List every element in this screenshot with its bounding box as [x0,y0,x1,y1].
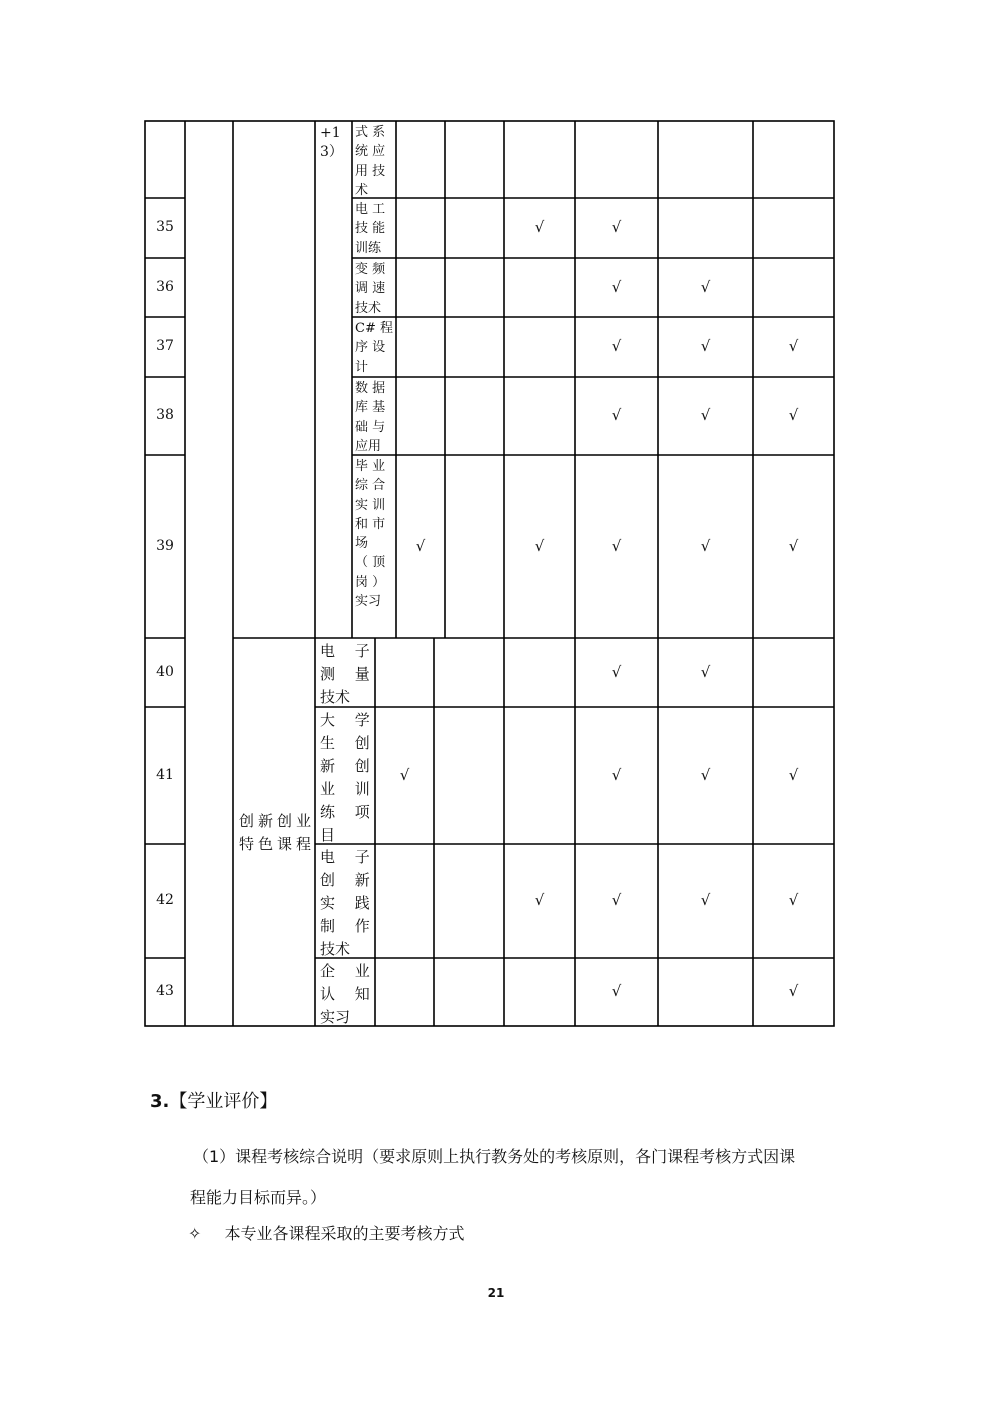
course-name [320,960,375,1029]
row-number: 41 [156,766,174,783]
course-name [320,640,375,709]
check-mark: √ [700,765,711,784]
course-name-line: （ 顶 [355,555,386,571]
course-name-line: 式 系 [355,125,386,140]
course-name-line: C# 程 [355,321,393,336]
check-mark: √ [788,536,799,555]
course-name [320,846,375,961]
course-name-line: 计 [355,359,369,375]
course-name-line: 技 能 [355,221,386,237]
course-name-line: 新 创 [320,757,370,775]
course-name-line: 电 工 [355,202,386,217]
check-mark: √ [788,891,799,909]
check-mark: √ [700,536,711,555]
check-mark: √ [534,536,545,555]
section-number: 3. [150,1091,170,1112]
check-mark: √ [534,218,545,236]
check-mark: √ [700,277,711,296]
course-name-line: 大 学 [320,711,370,729]
course-name-line: 业 训 [320,780,370,798]
diamond-bullet-icon: ✧ [188,1224,202,1243]
course-name-line: 生 创 [320,734,370,752]
check-mark: √ [700,662,711,681]
course-name-line: 实 践 [320,894,370,912]
check-mark: √ [788,765,799,784]
course-name-line: 和 市 [355,516,386,532]
course-name-line: 变 频 [355,262,386,277]
row-number: 43 [156,983,174,999]
course-name-line: 技术 [355,300,382,316]
course-name [355,319,397,377]
course-name-line: 制 作 [320,917,370,935]
check-mark: √ [534,891,545,909]
row-number: 40 [156,663,174,680]
page-number: 21 [487,1286,505,1300]
course-name-line: 电 子 [320,848,370,866]
category-line: 特色课程 [239,835,316,853]
course-name-line: 实习 [355,594,382,610]
row-number: 39 [156,537,174,554]
check-mark: √ [611,337,622,355]
row-number: 38 [156,407,174,423]
check-mark: √ [611,662,622,681]
course-name [355,123,397,200]
group-label [320,124,350,162]
course-name-line: 场 [355,536,369,552]
paragraph-line: （1）课程考核综合说明（要求原则上执行教务处的考核原则，各门课程考核方式因课 [193,1147,796,1166]
check-mark: √ [611,891,622,909]
course-name [355,200,397,258]
course-name-line: 目 [320,826,336,844]
course-name [355,457,397,611]
course-name-line: 实习 [320,1008,351,1026]
course-name-line: 调 速 [355,281,386,297]
check-mark: √ [788,982,799,1000]
paragraph-line: 程能力目标而异。） [190,1188,327,1207]
course-name-line: 础 与 [355,419,386,435]
course-name-line: 技术 [320,688,351,706]
check-mark: √ [788,406,799,424]
check-mark: √ [700,337,711,355]
check-mark: √ [611,765,622,784]
check-mark: √ [788,337,799,355]
section-heading [150,1087,277,1113]
course-name [320,709,375,847]
check-mark: √ [700,406,711,424]
course-name-line: 毕 业 [355,459,386,474]
category-label [239,810,317,856]
course-name-line: 序 设 [355,340,386,356]
course-name-line: 统 应 [355,144,386,160]
section-title: 【学业评价】 [169,1091,278,1112]
course-name-line: 企 业 [320,962,370,980]
group-label-line: 3） [320,144,343,160]
course-name-line: 数 据 [355,381,386,396]
check-mark: √ [399,765,410,784]
course-name-line: 技术 [320,940,351,958]
course-name-line: 训练 [355,240,382,256]
course-name [355,260,397,318]
check-mark: √ [611,536,622,555]
table-grid [144,120,836,1028]
check-mark: √ [415,536,426,555]
course-name-line: 岗 ） [355,574,386,590]
course-name-line: 练 项 [320,803,370,821]
course-name [355,379,397,456]
course-name-line: 术 [355,182,369,198]
row-number: 36 [156,278,174,295]
course-name-line: 电 子 [320,642,370,660]
bullet-text: 本专业各课程采取的主要考核方式 [224,1224,465,1243]
group-label-line: +1 [320,125,341,141]
bullet-item [188,1221,465,1244]
check-mark: √ [611,406,622,424]
course-name-line: 库 基 [355,400,386,416]
row-number: 37 [156,338,174,354]
check-mark: √ [611,218,622,236]
course-matrix-table [144,120,835,1027]
course-name-line: 认 知 [320,985,370,1003]
course-name-line: 综 合 [355,478,386,494]
check-mark: √ [700,891,711,909]
check-mark: √ [611,277,622,296]
check-mark: √ [611,982,622,1000]
row-number: 35 [156,219,174,235]
row-number: 42 [156,892,174,908]
course-name-line: 测 量 [320,665,370,683]
course-name-line: 应用 [355,438,382,454]
course-name-line: 实 训 [355,497,386,513]
course-name-line: 用 技 [355,163,386,179]
course-name-line: 创 新 [320,871,370,889]
category-line: 创新创业 [239,812,316,830]
